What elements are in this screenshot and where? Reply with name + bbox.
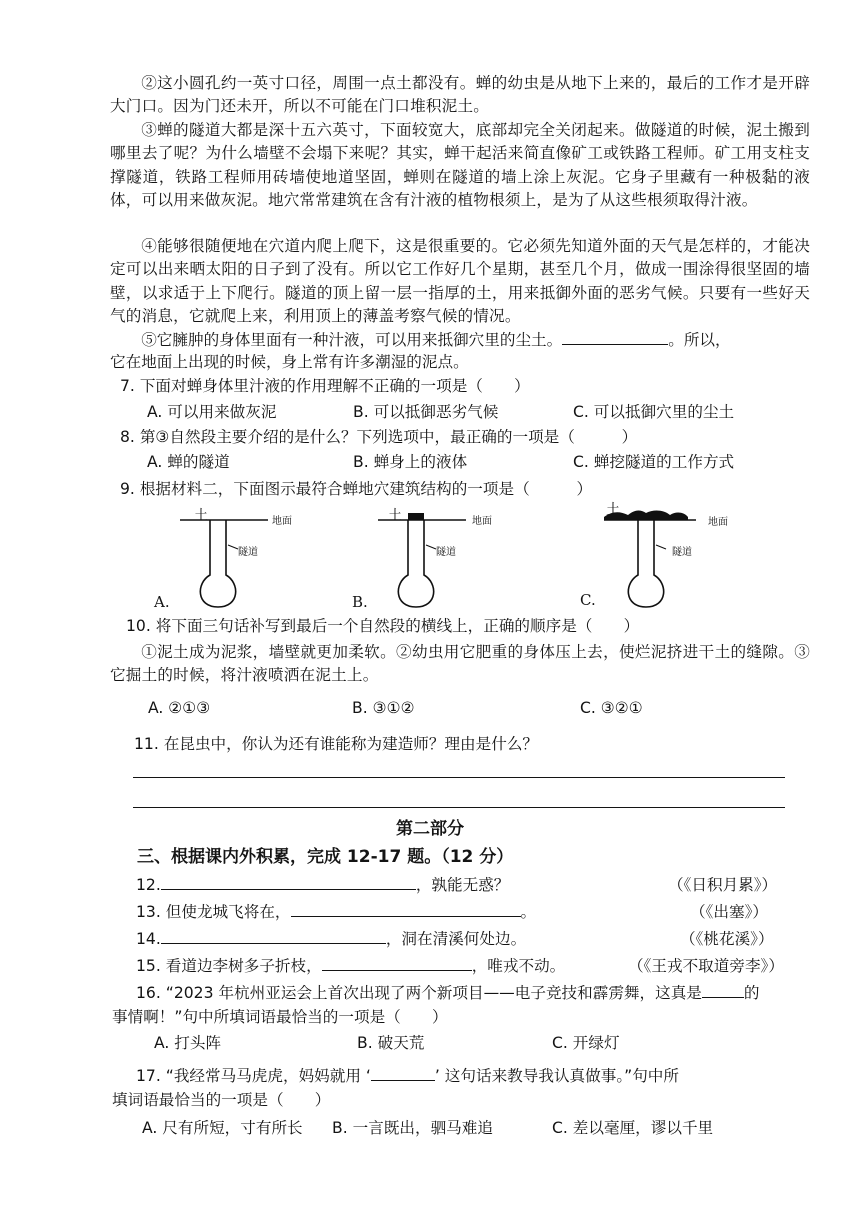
question-8-option-a[interactable]: A. 蝉的隧道 bbox=[147, 453, 230, 471]
soil-label: 土 bbox=[194, 508, 208, 524]
figure-c-option-label: C. bbox=[580, 591, 596, 609]
question-7-stem: 7. 下面对蝉身体里汁液的作用理解不正确的一项是（ ） bbox=[120, 377, 530, 395]
question-7-option-a[interactable]: A. 可以用来做灰泥 bbox=[147, 403, 277, 421]
question-16-option-c[interactable]: C. 开绿灯 bbox=[552, 1034, 620, 1052]
question-10-sentences: ①泥土成为泥浆，墙壁就更加柔软。②幼虫用它肥重的身体压上去，使烂泥挤进干土的缝隙。③它掘土的时候，将汁液喷洒在泥土上。 bbox=[110, 643, 810, 685]
material-paragraph-2: ②这小圆孔约一英寸口径，周围一点土都没有。蝉的幼虫是从地下上来的，最后的工作才是开辟大门口。因为门还未开，所以不可能在门口堆积泥土。 bbox=[110, 74, 810, 116]
question-10-stem: 10. 将下面三句话补写到最后一个自然段的横线上，正确的顺序是（ ） bbox=[126, 617, 640, 635]
paragraph-5-text-after: 。所以， bbox=[668, 331, 731, 349]
question-8-stem: 8. 第③自然段主要介绍的是什么？下列选项中，最正确的一项是（ ） bbox=[120, 428, 638, 446]
question-17-blank[interactable] bbox=[371, 1064, 435, 1081]
question-14-source: （《桃花溪》） bbox=[680, 930, 774, 948]
question-17-option-c[interactable]: C. 差以毫厘，谬以千里 bbox=[552, 1119, 714, 1137]
tunnel-label: 隧道 bbox=[238, 547, 258, 558]
paragraph-5-blank[interactable] bbox=[562, 328, 668, 345]
question-15-text: 15. 看道边李树多子折枝， bbox=[136, 957, 322, 975]
figure-option-c[interactable] bbox=[578, 503, 748, 613]
question-12-blank[interactable] bbox=[161, 873, 416, 890]
question-12-number: 12. bbox=[136, 876, 161, 894]
question-16-text-after: 的 bbox=[743, 984, 760, 1002]
question-7-option-c[interactable]: C. 可以抵御穴里的尘土 bbox=[573, 403, 735, 421]
cicada-burrow-diagram-a bbox=[150, 503, 320, 613]
part-2-title: 第二部分 bbox=[396, 819, 464, 839]
question-15-source: （《王戎不取道旁李》） bbox=[628, 957, 784, 975]
question-16-option-a[interactable]: A. 打头阵 bbox=[154, 1034, 222, 1052]
question-15-text-after: ，唯戎不动。 bbox=[471, 957, 566, 975]
cicada-burrow-diagram-b bbox=[348, 503, 518, 613]
question-9-stem: 9. 根据材料二，下面图示最符合蝉地穴建筑结构的一项是（ ） bbox=[120, 480, 593, 498]
question-16-text: 16. “2023 年杭州亚运会上首次出现了两个新项目——电子竞技和霹雳舞，这真是 bbox=[136, 984, 702, 1002]
material-paragraph-3: ③蝉的隧道大都是深十五六英寸，下面较宽大，底部却完全关闭起来。做隧道的时候，泥土搬到哪里去了呢？为什么墙壁不会塌下来呢？其实，蝉干起活来简直像矿工或铁路工程师。矿工用支柱支撑隧道，铁路工程师用砖墙使地道坚固，蝉则在隧道的墙上涂上灰泥。它身子里藏有一种极黏的液体，可以用来做灰泥。地穴常常建筑在含有汁液的植物根须上，是为了从这些根须取得汁液。 bbox=[110, 121, 810, 209]
question-8-option-c[interactable]: C. 蝉挖隧道的工作方式 bbox=[573, 453, 735, 471]
question-11-stem: 11. 在昆虫中，你认为还有谁能称为建造师？理由是什么？ bbox=[134, 735, 539, 753]
ground-label: 地面 bbox=[472, 516, 492, 527]
paragraph-5-line2: 它在地面上出现的时候，身上常有许多潮湿的泥点。 bbox=[110, 353, 469, 371]
question-17-text: 17. “我经常马马虎虎，妈妈就用 ‘ bbox=[136, 1067, 371, 1085]
question-17-line-1 bbox=[136, 1064, 816, 1088]
figure-b-option-label: B. bbox=[352, 593, 368, 611]
figure-option-a[interactable] bbox=[150, 503, 320, 613]
soil-label: 土 bbox=[388, 508, 402, 524]
question-10-option-c[interactable]: C. ③②① bbox=[580, 699, 643, 717]
question-16-line-1 bbox=[136, 981, 816, 1005]
section-3-heading: 三、根据课内外积累，完成 12-17 题。（12 分） bbox=[137, 847, 514, 867]
question-17-line-2: 填词语最恰当的一项是（ ） bbox=[112, 1091, 331, 1109]
ground-label: 地面 bbox=[708, 517, 728, 528]
question-17-option-a[interactable]: A. 尺有所短，寸有所长 bbox=[142, 1119, 303, 1137]
material-paragraph-5 bbox=[110, 328, 810, 352]
answer-line-2[interactable] bbox=[133, 807, 785, 808]
question-17-text-after: ’ 这句话来教导我认真做事。”句中所 bbox=[434, 1067, 679, 1085]
question-15-blank[interactable] bbox=[322, 954, 472, 971]
question-13-text: 13. 但使龙城飞将在， bbox=[136, 903, 291, 921]
question-7-option-b[interactable]: B. 可以抵御恶劣气候 bbox=[353, 403, 499, 421]
question-16-option-b[interactable]: B. 破天荒 bbox=[357, 1034, 425, 1052]
question-10-option-b[interactable]: B. ③①② bbox=[352, 699, 415, 717]
question-14-blank[interactable] bbox=[161, 927, 386, 944]
ground-label: 地面 bbox=[272, 516, 292, 527]
figure-option-b[interactable] bbox=[348, 503, 518, 613]
question-10-option-a[interactable]: A. ②①③ bbox=[148, 699, 211, 717]
question-14-text: ，洞在清溪何处边。 bbox=[385, 930, 527, 948]
question-12-text: ，孰能无惑？ bbox=[415, 876, 510, 894]
question-16-line-2: 事情啊！”句中所填词语最恰当的一项是（ ） bbox=[112, 1008, 448, 1026]
question-13-blank[interactable] bbox=[291, 900, 521, 917]
figure-a-option-label: A. bbox=[154, 593, 170, 611]
answer-line-1[interactable] bbox=[133, 777, 785, 778]
question-13-text-after: 。 bbox=[520, 903, 537, 921]
paragraph-5-text: ⑤它臃肿的身体里面有一种汁液，可以用来抵御穴里的尘土。 bbox=[141, 331, 563, 349]
material-paragraph-4: ④能够很随便地在穴道内爬上爬下，这是很重要的。它必须先知道外面的天气是怎样的，才能决定可以出来晒太阳的日子到了没有。所以它工作好几个星期，甚至几个月，做成一围涂得很坚固的墙壁，以求适于上下爬行。隧道的顶上留一层一指厚的土，用来抵御外面的恶劣气候。只要有一些好天气的消息，它就爬上来，利用顶上的薄盖考察气候的情况。 bbox=[110, 237, 810, 325]
question-17-option-b[interactable]: B. 一言既出，驷马难追 bbox=[332, 1119, 493, 1137]
soil-label: 土 bbox=[606, 502, 620, 518]
question-12-source: （《日积月累》） bbox=[668, 876, 778, 894]
question-16-blank[interactable] bbox=[702, 981, 744, 998]
tunnel-label: 隧道 bbox=[436, 547, 456, 558]
question-14-number: 14. bbox=[136, 930, 161, 948]
question-13-source: （《出塞》） bbox=[690, 903, 768, 921]
tunnel-label: 隧道 bbox=[672, 547, 692, 558]
question-8-option-b[interactable]: B. 蝉身上的液体 bbox=[353, 453, 468, 471]
